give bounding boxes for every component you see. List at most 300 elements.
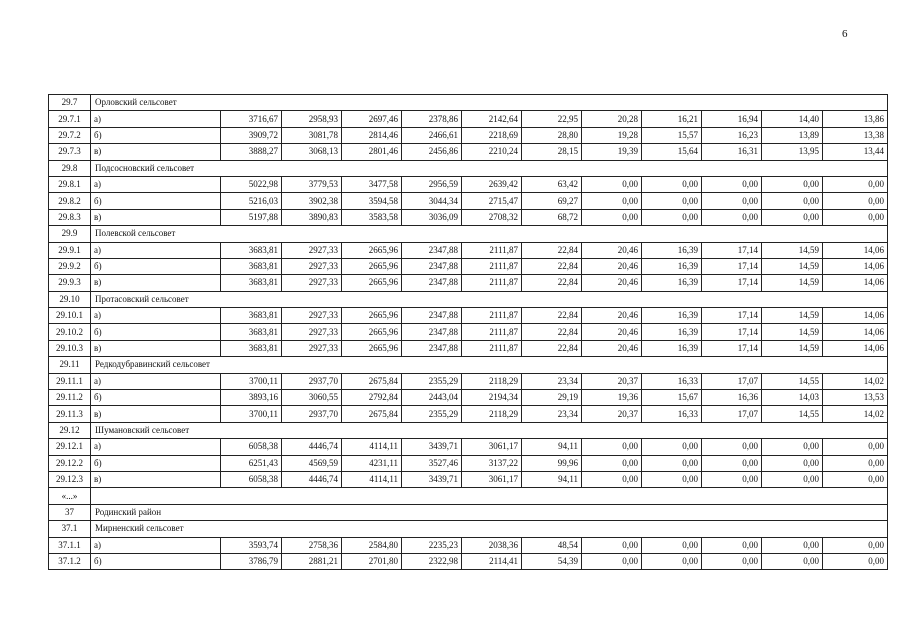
row-label: а) [91,308,221,324]
value-cell: 20,37 [582,373,642,389]
row-code: 29.12.1 [49,439,91,455]
value-cell: 0,00 [762,471,823,487]
value-cell: 14,02 [823,373,888,389]
row-label: б) [91,390,221,406]
value-cell: 13,95 [762,144,823,160]
table-row [49,193,888,209]
value-cell: 22,84 [522,308,582,324]
table-row [49,406,888,422]
value-cell: 28,80 [522,127,582,143]
value-cell: 5022,98 [221,176,282,192]
value-cell: 2347,88 [402,324,462,340]
value-cell: 3068,13 [282,144,342,160]
value-cell: 16,39 [642,324,702,340]
value-cell: 2456,86 [402,144,462,160]
row-code: 29.9 [49,226,91,242]
value-cell: 13,44 [823,144,888,160]
row-label: в) [91,275,221,291]
row-code: 29.10 [49,291,91,307]
value-cell: 2881,21 [282,553,342,569]
row-label: в) [91,144,221,160]
value-cell: 14,40 [762,111,823,127]
value-cell: 17,14 [702,340,762,356]
value-cell: 0,00 [702,537,762,553]
section-name: Шумановский сельсовет [91,422,888,438]
value-cell: 0,00 [762,209,823,225]
row-label: а) [91,439,221,455]
value-cell: 3909,72 [221,127,282,143]
row-code: 29.7.2 [49,127,91,143]
value-cell: 14,06 [823,258,888,274]
row-code: 29.9.1 [49,242,91,258]
table-row [49,127,888,143]
value-cell: 2347,88 [402,340,462,356]
value-cell: 0,00 [642,209,702,225]
table-row [49,209,888,225]
row-code: 29.11.2 [49,390,91,406]
table-row [49,275,888,291]
value-cell: 0,00 [702,471,762,487]
value-cell: 16,39 [642,340,702,356]
value-cell: 0,00 [582,537,642,553]
table-row [49,390,888,406]
value-cell: 3527,46 [402,455,462,471]
value-cell: 2210,24 [462,144,522,160]
value-cell: 14,06 [823,275,888,291]
row-code: 29.12 [49,422,91,438]
value-cell: 3700,11 [221,373,282,389]
value-cell: 3786,79 [221,553,282,569]
row-code: 29.10.2 [49,324,91,340]
value-cell: 2194,34 [462,390,522,406]
value-cell: 14,59 [762,324,823,340]
value-cell: 22,84 [522,258,582,274]
page-number: 6 [842,28,848,40]
value-cell: 3060,55 [282,390,342,406]
value-cell: 14,59 [762,258,823,274]
value-cell: 4114,11 [342,471,402,487]
section-name: Родинский район [91,504,888,520]
row-code: 29.8 [49,160,91,176]
row-code: «...» [49,488,91,504]
section-name: Мирненский сельсовет [91,521,888,537]
value-cell: 2675,84 [342,406,402,422]
row-code: 29.9.2 [49,258,91,274]
value-cell: 2956,59 [402,176,462,192]
value-cell: 63,42 [522,176,582,192]
row-code: 37.1.1 [49,537,91,553]
value-cell: 2697,46 [342,111,402,127]
table-row [49,471,888,487]
value-cell: 4114,11 [342,439,402,455]
row-label: б) [91,193,221,209]
value-cell: 3893,16 [221,390,282,406]
value-cell: 2665,96 [342,340,402,356]
value-cell: 14,06 [823,308,888,324]
table-row [49,144,888,160]
table-row [49,111,888,127]
value-cell: 4446,74 [282,439,342,455]
value-cell: 2927,33 [282,308,342,324]
value-cell: 0,00 [823,455,888,471]
value-cell: 2584,80 [342,537,402,553]
value-cell: 3779,53 [282,176,342,192]
value-cell: 0,00 [823,471,888,487]
section-name: Подсосновский сельсовет [91,160,888,176]
value-cell: 0,00 [582,455,642,471]
value-cell: 2347,88 [402,308,462,324]
tariff-table [48,94,888,570]
value-cell: 2111,87 [462,258,522,274]
section-header-row [49,422,888,438]
value-cell: 16,31 [702,144,762,160]
table-row [49,537,888,553]
value-cell: 17,14 [702,242,762,258]
value-cell: 0,00 [582,209,642,225]
value-cell: 20,37 [582,406,642,422]
value-cell: 16,36 [702,390,762,406]
value-cell: 2927,33 [282,340,342,356]
row-code: 29.7.3 [49,144,91,160]
value-cell: 0,00 [702,553,762,569]
value-cell: 0,00 [642,537,702,553]
value-cell: 2111,87 [462,308,522,324]
value-cell: 19,28 [582,127,642,143]
value-cell: 0,00 [823,537,888,553]
value-cell: 14,06 [823,324,888,340]
value-cell: 2665,96 [342,308,402,324]
section-header-row [49,521,888,537]
value-cell: 3593,74 [221,537,282,553]
value-cell: 94,11 [522,471,582,487]
value-cell: 0,00 [582,176,642,192]
value-cell: 3061,17 [462,471,522,487]
value-cell: 4231,11 [342,455,402,471]
value-cell: 2665,96 [342,324,402,340]
value-cell: 2218,69 [462,127,522,143]
section-header-row [49,291,888,307]
value-cell: 5216,03 [221,193,282,209]
row-label: а) [91,242,221,258]
value-cell: 19,36 [582,390,642,406]
value-cell: 2347,88 [402,258,462,274]
value-cell: 16,94 [702,111,762,127]
value-cell: 2443,04 [402,390,462,406]
value-cell: 14,59 [762,340,823,356]
value-cell: 3583,58 [342,209,402,225]
value-cell: 0,00 [642,193,702,209]
value-cell: 14,55 [762,373,823,389]
value-cell: 2114,41 [462,553,522,569]
value-cell: 13,53 [823,390,888,406]
value-cell: 23,34 [522,373,582,389]
value-cell: 17,14 [702,275,762,291]
row-code: 29.11.3 [49,406,91,422]
value-cell: 14,06 [823,340,888,356]
value-cell: 0,00 [642,455,702,471]
value-cell: 14,59 [762,308,823,324]
value-cell: 16,33 [642,373,702,389]
value-cell: 0,00 [582,471,642,487]
value-cell: 3683,81 [221,258,282,274]
row-label: в) [91,406,221,422]
table-row [49,553,888,569]
row-code: 29.9.3 [49,275,91,291]
row-label: б) [91,553,221,569]
value-cell: 2927,33 [282,324,342,340]
row-label: б) [91,324,221,340]
value-cell: 2378,86 [402,111,462,127]
value-cell: 2235,23 [402,537,462,553]
value-cell: 2927,33 [282,275,342,291]
value-cell: 2347,88 [402,275,462,291]
table-body [49,95,888,570]
row-code: 29.12.2 [49,455,91,471]
value-cell: 22,95 [522,111,582,127]
section-header-row [49,95,888,111]
value-cell: 3683,81 [221,308,282,324]
value-cell: 0,00 [702,439,762,455]
section-header-row [49,160,888,176]
value-cell: 2111,87 [462,340,522,356]
value-cell: 28,15 [522,144,582,160]
row-code: 29.11 [49,357,91,373]
value-cell: 2708,32 [462,209,522,225]
value-cell: 2118,29 [462,373,522,389]
section-name: Полевской сельсовет [91,226,888,242]
value-cell: 3477,58 [342,176,402,192]
value-cell: 3439,71 [402,471,462,487]
row-code: 29.12.3 [49,471,91,487]
value-cell: 3036,09 [402,209,462,225]
value-cell: 17,14 [702,324,762,340]
value-cell: 48,54 [522,537,582,553]
value-cell: 3061,17 [462,439,522,455]
value-cell: 0,00 [702,176,762,192]
value-cell: 17,14 [702,258,762,274]
value-cell: 3594,58 [342,193,402,209]
value-cell: 14,59 [762,242,823,258]
value-cell: 17,07 [702,406,762,422]
value-cell: 0,00 [823,439,888,455]
row-code: 29.10.3 [49,340,91,356]
value-cell: 3439,71 [402,439,462,455]
value-cell: 3081,78 [282,127,342,143]
value-cell: 0,00 [582,439,642,455]
value-cell: 0,00 [762,455,823,471]
section-header-row [49,504,888,520]
value-cell: 2701,80 [342,553,402,569]
value-cell: 0,00 [823,176,888,192]
value-cell: 23,34 [522,406,582,422]
value-cell: 94,11 [522,439,582,455]
value-cell: 3890,83 [282,209,342,225]
value-cell: 13,89 [762,127,823,143]
value-cell: 99,96 [522,455,582,471]
value-cell: 2355,29 [402,406,462,422]
value-cell: 2038,36 [462,537,522,553]
value-cell: 0,00 [642,553,702,569]
value-cell: 2142,64 [462,111,522,127]
value-cell: 5197,88 [221,209,282,225]
value-cell: 3716,67 [221,111,282,127]
value-cell: 2937,70 [282,373,342,389]
table-row [49,324,888,340]
value-cell: 22,84 [522,340,582,356]
value-cell: 2758,36 [282,537,342,553]
value-cell: 3683,81 [221,340,282,356]
table-row [49,455,888,471]
value-cell: 0,00 [762,193,823,209]
row-code: 29.7 [49,95,91,111]
value-cell: 14,02 [823,406,888,422]
value-cell: 20,46 [582,275,642,291]
value-cell: 3700,11 [221,406,282,422]
value-cell: 29,19 [522,390,582,406]
section-header-row [49,226,888,242]
value-cell: 0,00 [582,553,642,569]
row-code: 29.8.3 [49,209,91,225]
value-cell: 3683,81 [221,324,282,340]
row-code: 37 [49,504,91,520]
value-cell: 20,46 [582,308,642,324]
row-code: 37.1 [49,521,91,537]
value-cell: 0,00 [642,439,702,455]
value-cell: 0,00 [702,455,762,471]
section-name [91,488,888,504]
value-cell: 16,33 [642,406,702,422]
value-cell: 0,00 [582,193,642,209]
value-cell: 19,39 [582,144,642,160]
table-row [49,373,888,389]
value-cell: 2715,47 [462,193,522,209]
section-name: Редкодубравинский сельсовет [91,357,888,373]
table-row [49,176,888,192]
value-cell: 14,03 [762,390,823,406]
value-cell: 2111,87 [462,324,522,340]
value-cell: 20,46 [582,242,642,258]
value-cell: 4569,59 [282,455,342,471]
row-label: а) [91,373,221,389]
value-cell: 68,72 [522,209,582,225]
value-cell: 3683,81 [221,242,282,258]
value-cell: 16,39 [642,242,702,258]
value-cell: 2927,33 [282,242,342,258]
section-header-row [49,488,888,504]
value-cell: 0,00 [823,193,888,209]
value-cell: 69,27 [522,193,582,209]
value-cell: 2347,88 [402,242,462,258]
value-cell: 16,39 [642,308,702,324]
value-cell: 0,00 [702,209,762,225]
row-label: а) [91,111,221,127]
value-cell: 0,00 [702,193,762,209]
value-cell: 2639,42 [462,176,522,192]
value-cell: 14,06 [823,242,888,258]
value-cell: 17,07 [702,373,762,389]
table-row [49,308,888,324]
value-cell: 2665,96 [342,275,402,291]
row-label: б) [91,127,221,143]
value-cell: 0,00 [642,176,702,192]
row-label: б) [91,258,221,274]
value-cell: 15,57 [642,127,702,143]
value-cell: 2111,87 [462,242,522,258]
value-cell: 14,55 [762,406,823,422]
value-cell: 2937,70 [282,406,342,422]
value-cell: 3137,22 [462,455,522,471]
value-cell: 2466,61 [402,127,462,143]
table-row [49,340,888,356]
value-cell: 0,00 [762,553,823,569]
value-cell: 2665,96 [342,258,402,274]
value-cell: 20,28 [582,111,642,127]
value-cell: 2665,96 [342,242,402,258]
value-cell: 22,84 [522,324,582,340]
section-header-row [49,357,888,373]
value-cell: 2792,84 [342,390,402,406]
section-name: Протасовский сельсовет [91,291,888,307]
value-cell: 0,00 [762,176,823,192]
value-cell: 2801,46 [342,144,402,160]
section-name: Орловский сельсовет [91,95,888,111]
value-cell: 54,39 [522,553,582,569]
table-row [49,242,888,258]
value-cell: 0,00 [642,471,702,487]
value-cell: 0,00 [823,553,888,569]
value-cell: 3044,34 [402,193,462,209]
value-cell: 0,00 [823,209,888,225]
row-code: 29.10.1 [49,308,91,324]
table-row [49,439,888,455]
value-cell: 2322,98 [402,553,462,569]
row-label: б) [91,455,221,471]
value-cell: 22,84 [522,242,582,258]
row-code: 29.8.1 [49,176,91,192]
value-cell: 13,38 [823,127,888,143]
value-cell: 15,67 [642,390,702,406]
value-cell: 2927,33 [282,258,342,274]
value-cell: 20,46 [582,324,642,340]
value-cell: 16,23 [702,127,762,143]
row-label: а) [91,537,221,553]
value-cell: 16,21 [642,111,702,127]
table-row [49,258,888,274]
value-cell: 2675,84 [342,373,402,389]
value-cell: 22,84 [522,275,582,291]
value-cell: 3683,81 [221,275,282,291]
value-cell: 2118,29 [462,406,522,422]
row-code: 29.7.1 [49,111,91,127]
value-cell: 15,64 [642,144,702,160]
value-cell: 0,00 [762,439,823,455]
value-cell: 20,46 [582,340,642,356]
row-label: а) [91,176,221,192]
value-cell: 2355,29 [402,373,462,389]
value-cell: 2958,93 [282,111,342,127]
value-cell: 20,46 [582,258,642,274]
value-cell: 3902,38 [282,193,342,209]
row-code: 29.11.1 [49,373,91,389]
row-label: в) [91,340,221,356]
value-cell: 2111,87 [462,275,522,291]
value-cell: 3888,27 [221,144,282,160]
value-cell: 6058,38 [221,471,282,487]
value-cell: 16,39 [642,275,702,291]
value-cell: 6058,38 [221,439,282,455]
value-cell: 14,59 [762,275,823,291]
value-cell: 17,14 [702,308,762,324]
